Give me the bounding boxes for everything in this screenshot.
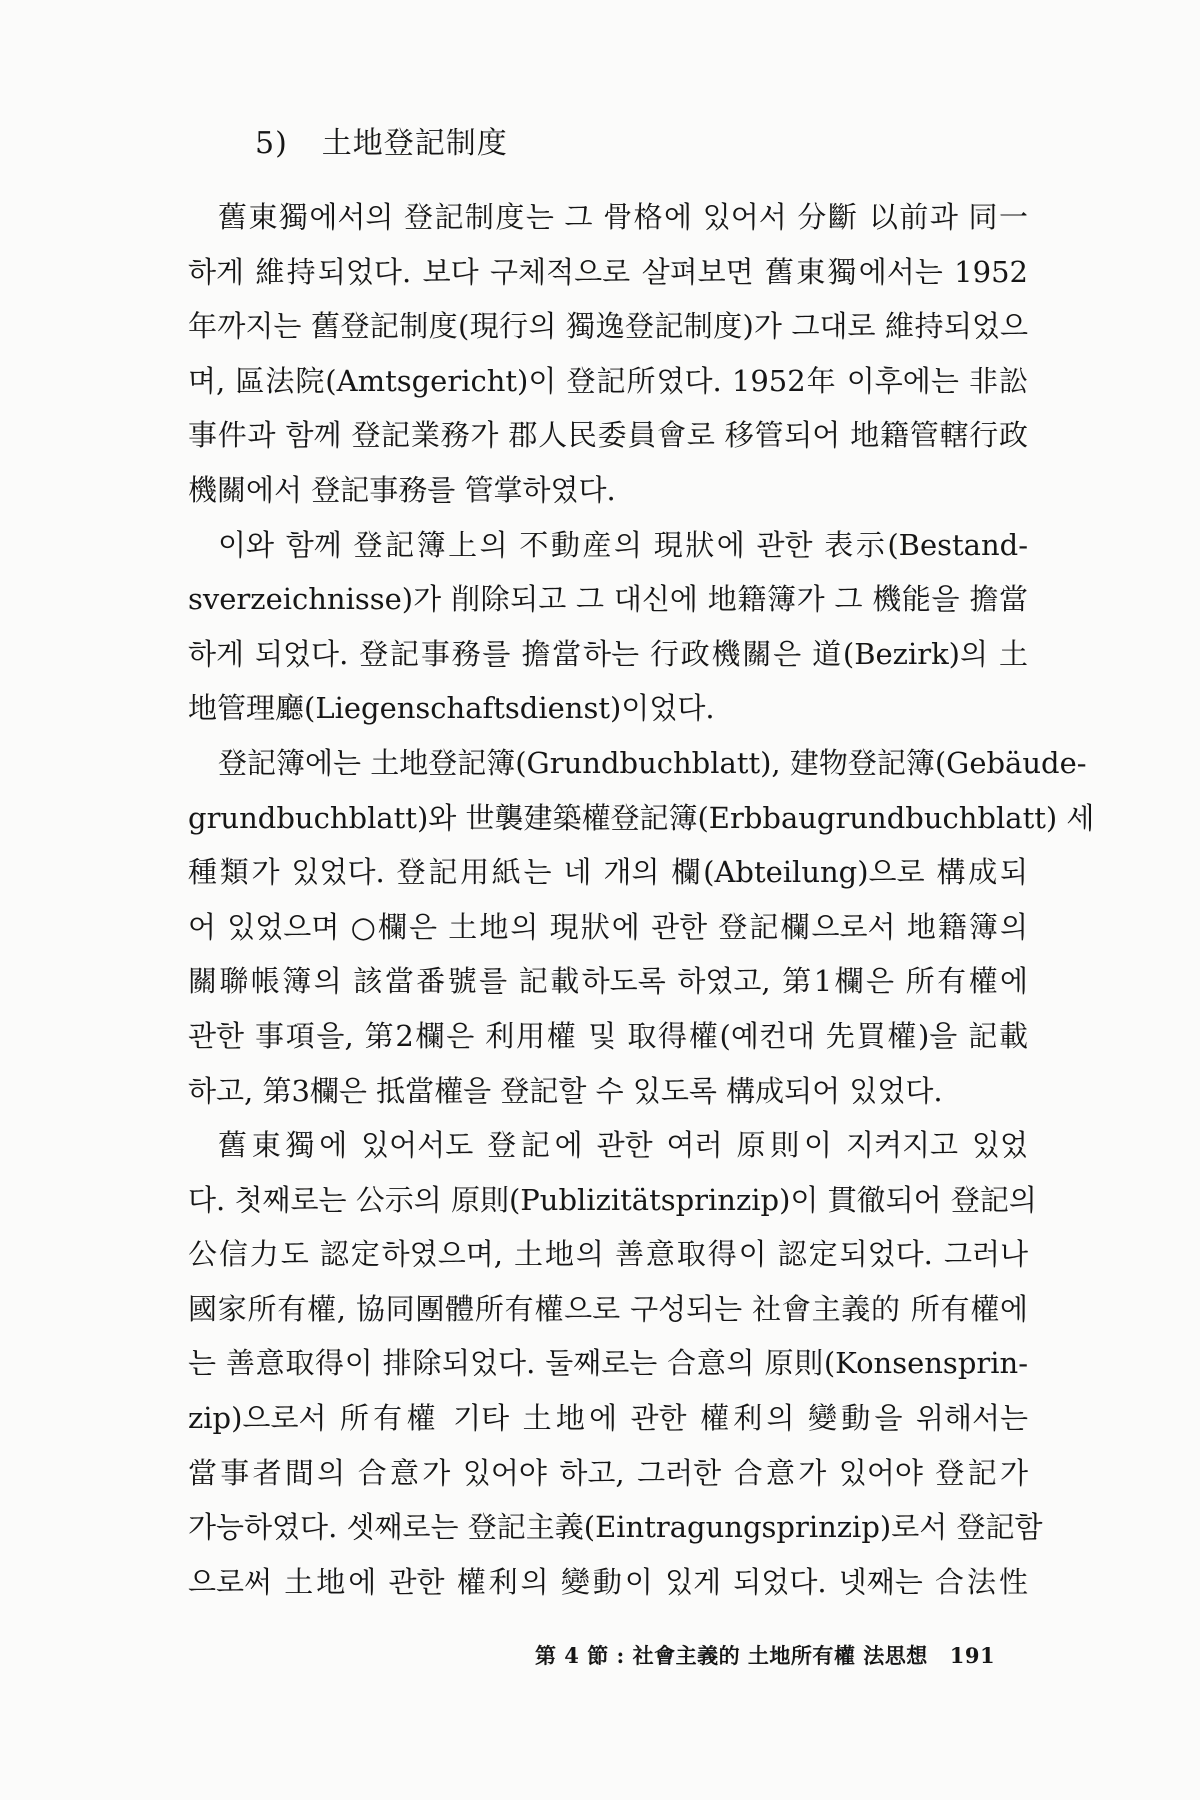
section-title: 土地登記制度	[321, 126, 508, 161]
body-text	[188, 190, 1095, 1609]
text-line: 年까지는 舊登記制度(現行의 獨逸登記制度)가 그대로 維持되었으	[188, 309, 1028, 344]
page-footer	[535, 1640, 995, 1670]
text-line: 國家所有權, 協同團體所有權으로 구성되는 社會主義的 所有權에	[188, 1291, 1028, 1326]
text-line: 地管理廳(Liegenschaftsdienst)이었다.	[188, 691, 715, 726]
text-line: 登記簿에는 土地登記簿(Grundbuchblatt), 建物登記簿(Gebäude-	[218, 745, 1087, 780]
text-line: zip)으로서 所有權 기타 土地에 관한 權利의 變動을 위해서는	[188, 1401, 1028, 1436]
section-heading	[255, 118, 508, 162]
text-line: 어 있었으며 ○欄은 土地의 現狀에 관한 登記欄으로서 地籍簿의	[188, 909, 1028, 944]
text-line: 가능하였다. 셋째로는 登記主義(Eintragungsprinzip)로서 登記함	[188, 1510, 1043, 1545]
text-line: 는 善意取得이 排除되었다. 둘째로는 合意의 原則(Konsensprin-	[188, 1346, 1028, 1381]
text-line: 하고, 第3欄은 抵當權을 登記할 수 있도록 構成되어 있었다.	[188, 1073, 943, 1108]
page-number: 191	[949, 1643, 996, 1668]
text-line: 舊東獨에 있어서도 登記에 관한 여러 原則이 지켜지고 있었	[218, 1128, 1028, 1163]
text-line: grundbuchblatt)와 世襲建築權登記簿(Erbbaugrundbuchblatt) 세	[188, 800, 1095, 835]
text-line: 하게 維持되었다. 보다 구체적으로 살펴보면 舊東獨에서는 1952	[188, 254, 1028, 289]
text-line: sverzeichnisse)가 削除되고 그 대신에 地籍簿가 그 機能을 擔當	[188, 582, 1028, 617]
text-line: 關聯帳簿의 該當番號를 記載하도록 하였고, 第1欄은 所有權에	[188, 964, 1028, 999]
running-head: 第 4 節 : 社會主義的 土地所有權 法思想	[535, 1643, 928, 1668]
text-line: 事件과 함께 登記業務가 郡人民委員會로 移管되어 地籍管轄行政	[188, 418, 1028, 453]
text-line: 다. 첫째로는 公示의 原則(Publizitätsprinzip)이 貫徹되어 登記의	[188, 1182, 1037, 1217]
text-line: 舊東獨에서의 登記制度는 그 骨格에 있어서 分斷 以前과 同一	[218, 200, 1028, 234]
text-line: 관한 事項을, 第2欄은 利用權 및 取得權(예컨대 先買權)을 記載	[188, 1018, 1028, 1053]
text-line: 當事者間의 合意가 있어야 하고, 그러한 合意가 있어야 登記가	[188, 1455, 1028, 1490]
text-line: 機關에서 登記事務를 管掌하였다.	[188, 472, 616, 507]
section-number: 5)	[255, 126, 288, 161]
text-line: 하게 되었다. 登記事務를 擔當하는 行政機關은 道(Bezirk)의 土	[188, 636, 1028, 671]
text-line: 이와 함께 登記簿上의 不動産의 現狀에 관한 表示(Bestand-	[218, 527, 1028, 562]
text-line: 公信力도 認定하였으며, 土地의 善意取得이 認定되었다. 그러나	[188, 1237, 1028, 1272]
text-line: 며, 區法院(Amtsgericht)이 登記所였다. 1952年 이후에는 非訟	[188, 363, 1028, 398]
text-line: 으로써 土地에 관한 權利의 變動이 있게 되었다. 넷째는 合法性	[188, 1564, 1028, 1599]
text-line: 種類가 있었다. 登記用紙는 네 개의 欄(Abteilung)으로 構成되	[188, 855, 1028, 890]
